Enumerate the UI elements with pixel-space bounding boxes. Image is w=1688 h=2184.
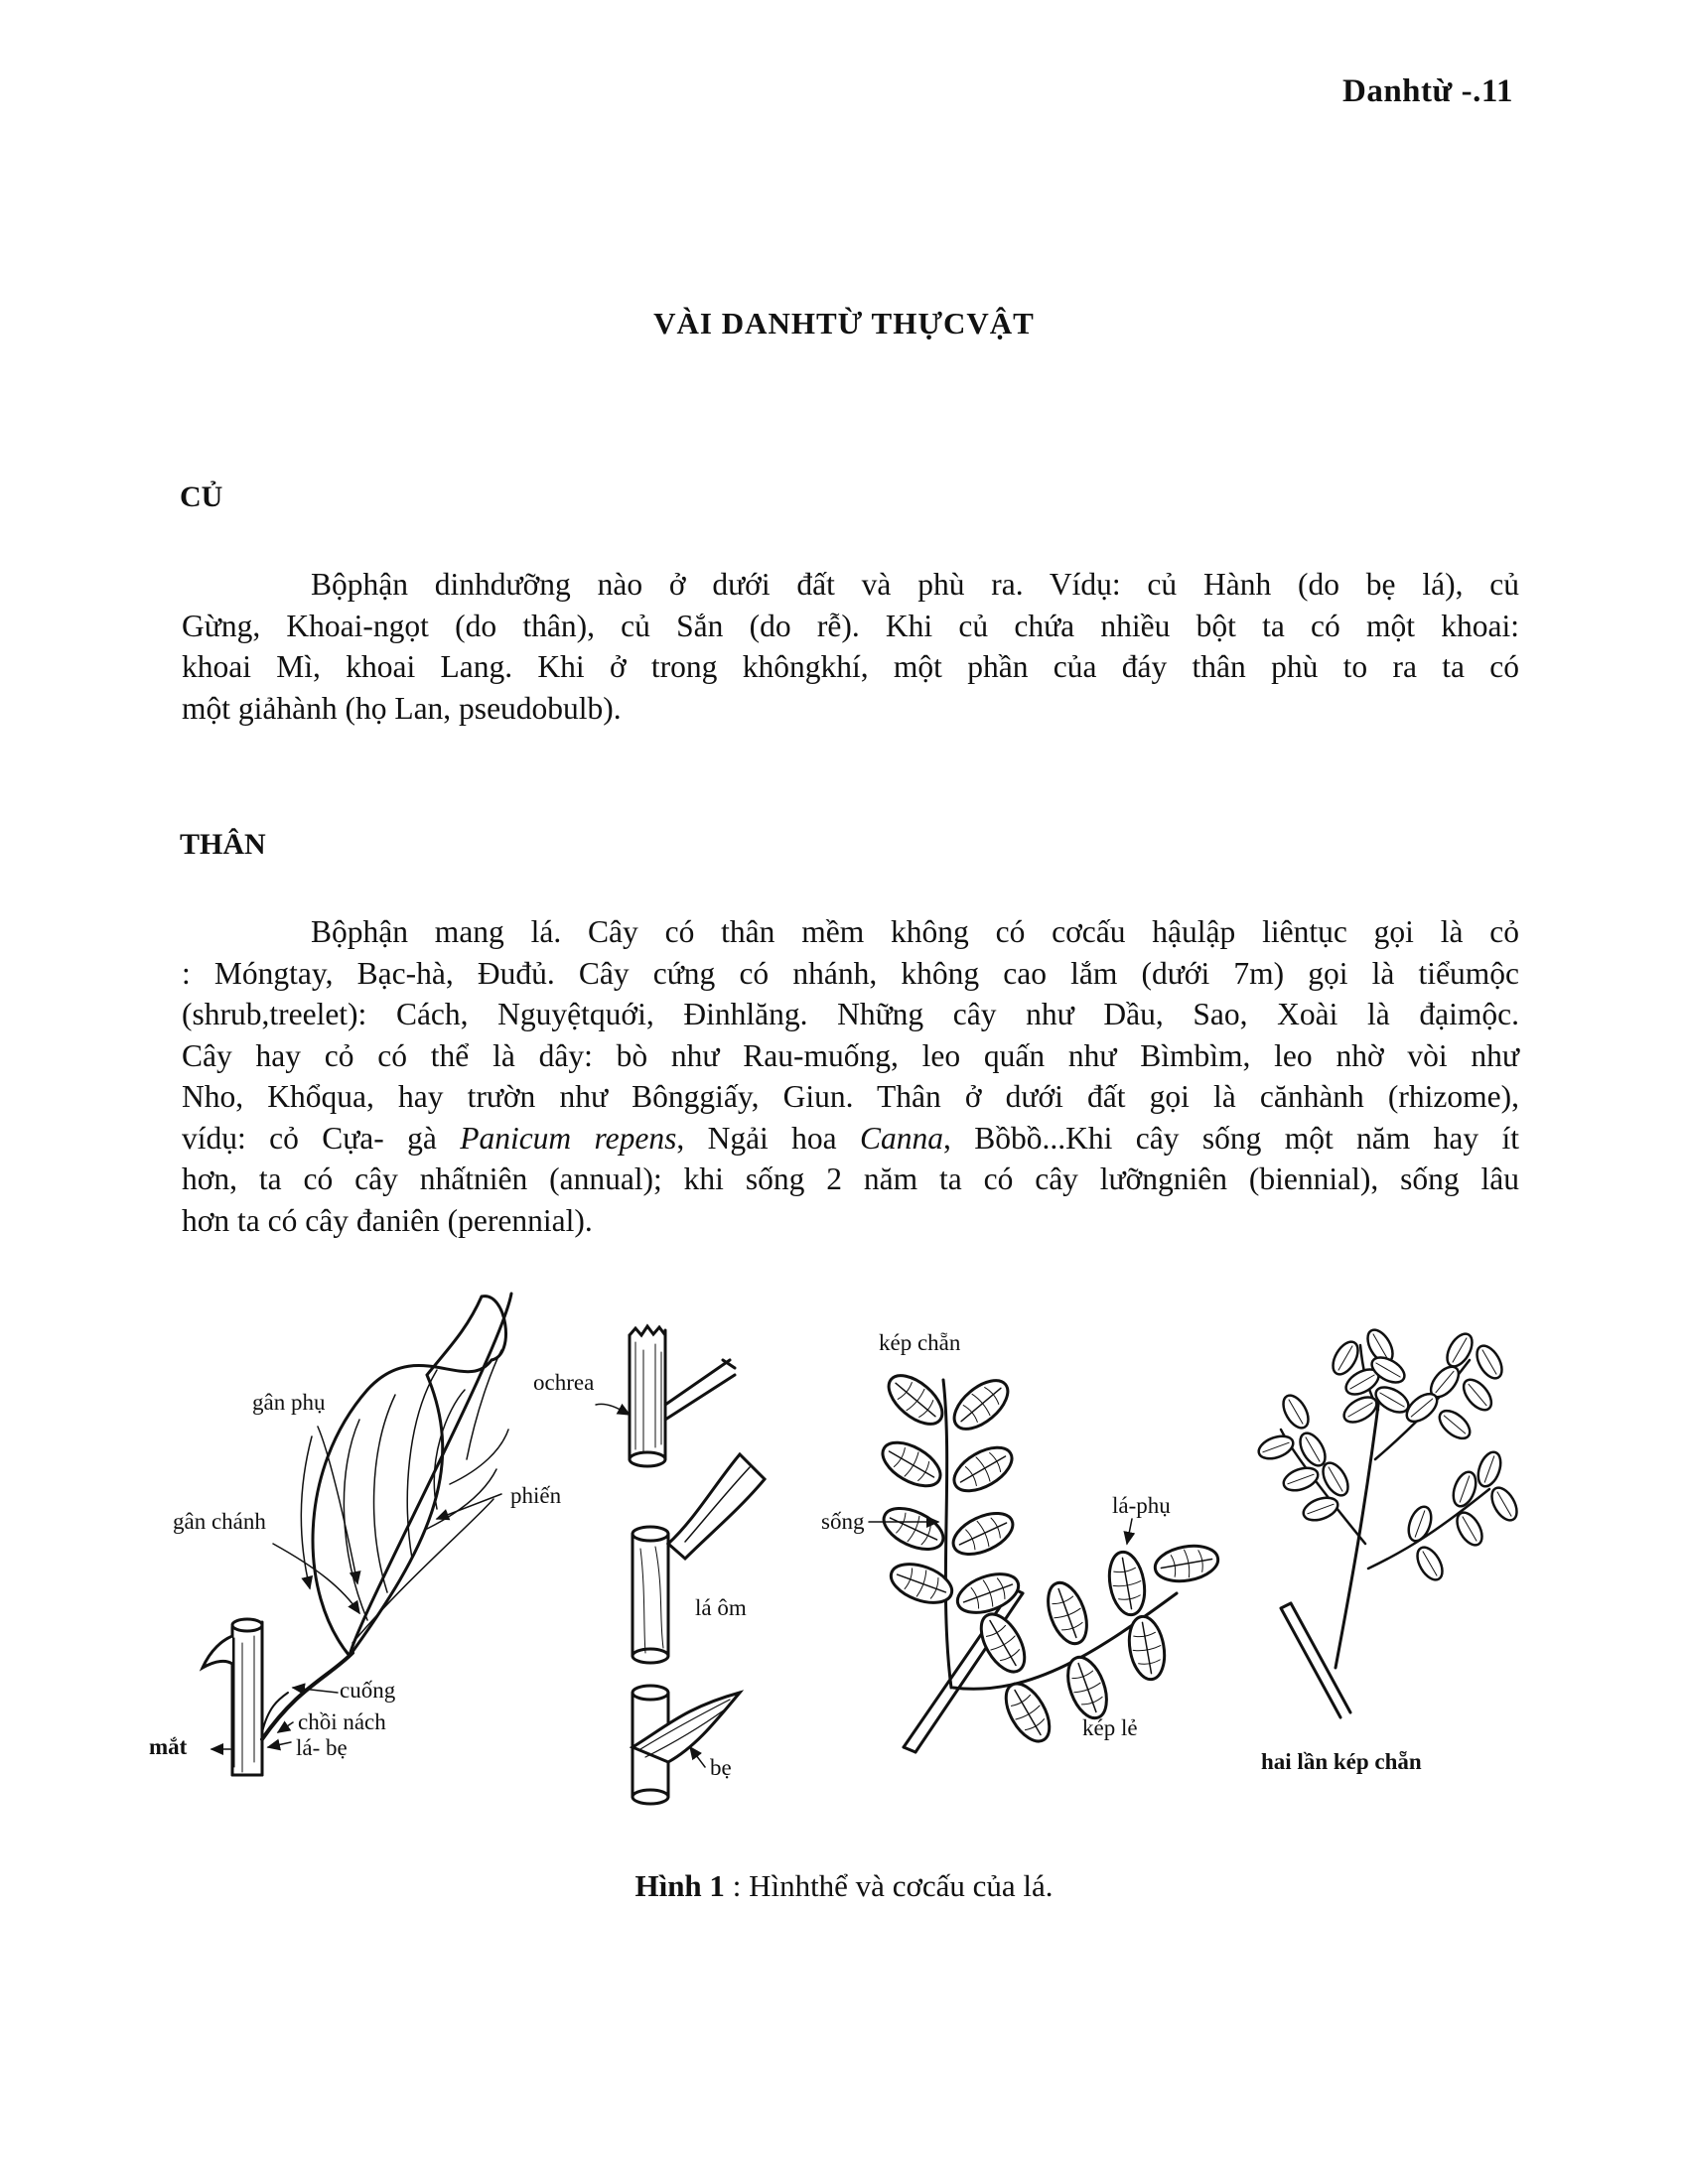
text-line: hơn ta có cây đaniên (perennial). xyxy=(182,1202,593,1238)
page-header: Danhtừ -.11 xyxy=(1342,73,1513,109)
simple-leaf-drawing xyxy=(203,1294,511,1775)
caption-label: Hình 1 xyxy=(634,1868,725,1903)
section-heading-cu: CỦ xyxy=(180,480,223,513)
caption-separator: : xyxy=(724,1868,750,1903)
text-segment: vídụ: cỏ Cựa- gà xyxy=(182,1120,461,1156)
label-ochrea: ochrea xyxy=(533,1370,595,1395)
caption-text: Hìnhthể và cơcấu của lá. xyxy=(749,1868,1054,1903)
stipule-drawings xyxy=(596,1326,765,1804)
label-choi-nach: chồi nách xyxy=(298,1709,386,1734)
italic-species-name: Canna xyxy=(860,1120,944,1156)
label-mat: mắt xyxy=(149,1734,188,1759)
section-heading-than: THÂN xyxy=(180,828,266,861)
label-cuong: cuống xyxy=(340,1678,396,1703)
text-line: (shrub,treelet): Cách, Nguyệtquới, Đinhlăng. Những cây như Dầu, Sao, Xoài là đạimộc. xyxy=(182,997,1519,1031)
text-line: Cây hay cỏ có thể là dây: bò như Rau-muống, leo quấn như Bìmbìm, leo nhờ vòi như xyxy=(182,1037,1519,1073)
bipinnate-leaf-drawing xyxy=(1256,1325,1522,1717)
text-line: Gừng, Khoai-ngọt (do thân), củ Sắn (do rễ). Khi củ chứa nhiều bột ta có một khoai: xyxy=(182,608,1519,643)
text-line: Bộphận mang lá. Cây có thân mềm không có cơcấu hậulập liêntục gọi là cỏ xyxy=(311,914,1519,949)
compound-leaf-drawing xyxy=(869,1366,1220,1752)
label-gan-phu: gân phụ xyxy=(252,1390,326,1415)
document-title: VÀI DANHTỪ THỰCVẬT xyxy=(653,306,1035,341)
text-line: hơn, ta có cây nhấtniên (annual); khi sống 2 năm ta có cây lưỡngniên (biennial), sống lâu xyxy=(182,1161,1519,1196)
label-hai-lan-kep-chan: hai lần kép chẵn xyxy=(1261,1749,1422,1774)
text-line: Bộphận dinhdưỡng nào ở dưới đất và phù ra. Vídụ: củ Hành (do bẹ lá), củ xyxy=(311,567,1519,602)
text-segment: , Ngải hoa xyxy=(676,1120,861,1156)
text-segment: , Bồbồ...Khi cây sống một năm hay ít xyxy=(943,1120,1519,1156)
label-song: sống xyxy=(821,1509,865,1534)
text-line: : Móngtay, Bạc-hà, Đuđủ. Cây cứng có nhánh, không cao lắm (dưới 7m) gọi là tiểumộc xyxy=(182,955,1519,991)
figure-caption xyxy=(0,1868,1688,1904)
label-gan-chanh: gân chánh xyxy=(173,1509,266,1534)
label-la-be: lá- bẹ xyxy=(296,1735,348,1760)
label-phien: phiến xyxy=(510,1483,562,1508)
label-la-om: lá ôm xyxy=(695,1595,747,1620)
label-kep-le: kép lẻ xyxy=(1082,1715,1138,1740)
text-line: một giảhành (họ Lan, pseudobulb). xyxy=(182,690,622,726)
text-line: Nho, Khổqua, hay trườn như Bônggiấy, Giun. Thân ở dưới đất gọi là cănhành (rhizome), xyxy=(182,1079,1519,1114)
label-be: bẹ xyxy=(710,1755,732,1780)
text-line: khoai Mì, khoai Lang. Khi ở trong khôngkhí, một phần của đáy thân phù to ra ta có xyxy=(182,649,1519,684)
label-la-phu: lá-phụ xyxy=(1112,1493,1171,1518)
italic-species-name: Panicum repens xyxy=(460,1120,677,1156)
label-kep-chan: kép chẵn xyxy=(879,1330,961,1355)
